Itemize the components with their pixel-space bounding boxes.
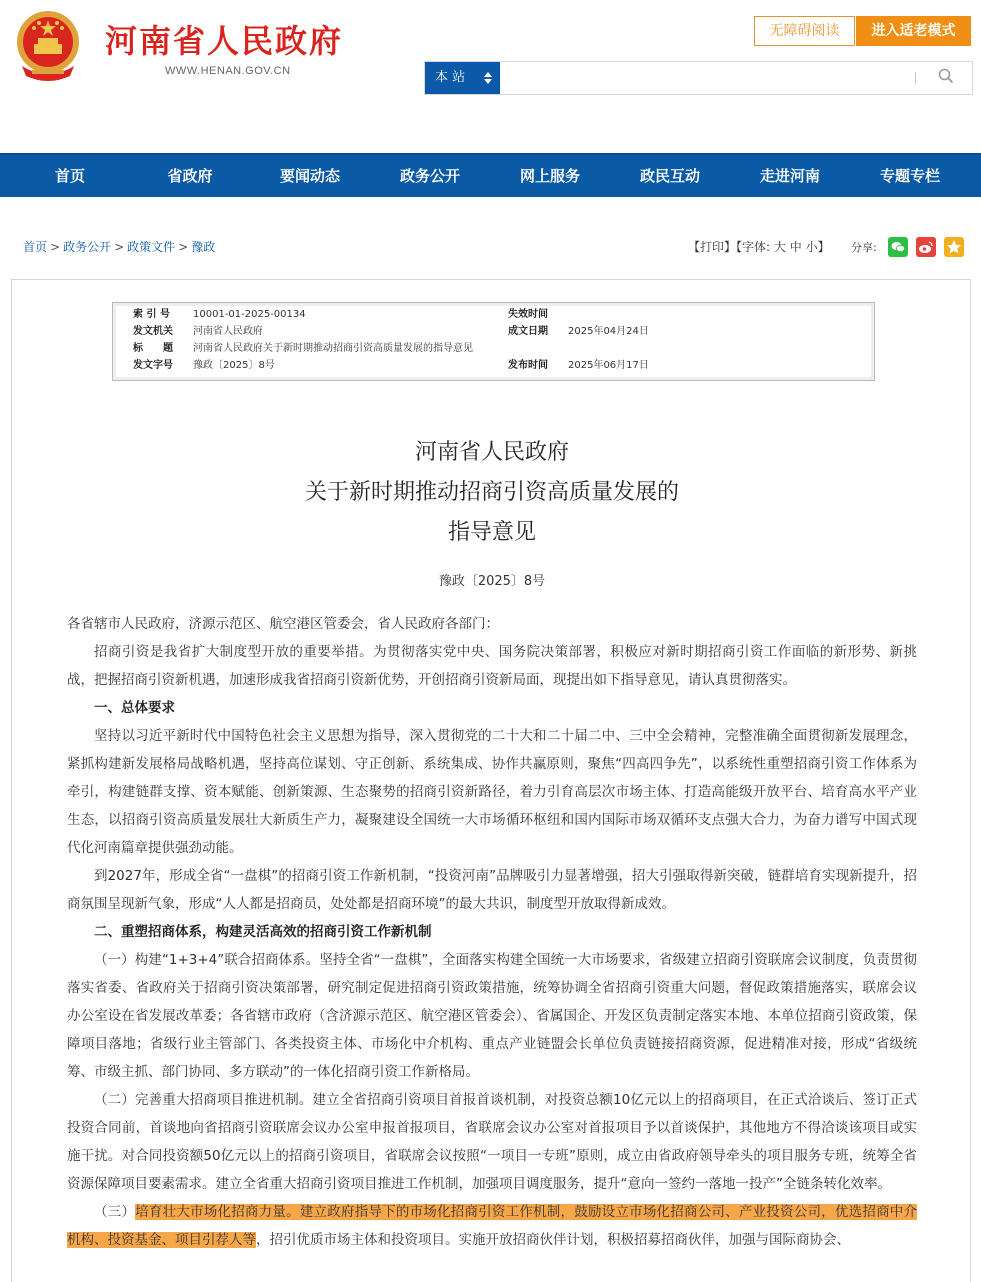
- wechat-share-icon[interactable]: [888, 237, 908, 257]
- paragraph: 招商引资是我省扩大制度型开放的重要举措。为贯彻落实党中央、国务院决策部署，积极应对新时期招商引资工作面临的新形势、新挑战，把握招商引资新机遇，加速形成我省招商引资新优势，开创招商引资新局面，现提出如下指导意见，请认真贯彻落实。: [67, 644, 917, 688]
- font-medium-button[interactable]: 中: [789, 240, 802, 254]
- meta-index-label: 索 引 号: [133, 309, 170, 320]
- share-label: 分享:: [851, 241, 877, 254]
- font-small-button[interactable]: 小: [805, 240, 818, 254]
- search-scope-select[interactable]: [425, 62, 500, 94]
- main-nav: [0, 153, 981, 197]
- section-heading: 一、总体要求: [94, 700, 175, 716]
- breadcrumb-sep: >: [114, 240, 125, 254]
- meta-index-value: 10001-01-2025-00134: [193, 309, 306, 320]
- breadcrumb-yuzheng[interactable]: 豫政: [191, 240, 216, 254]
- breadcrumb-policy-docs[interactable]: 政策文件: [127, 240, 176, 254]
- paragraph-rest: ，招引优质市场主体和投资项目。实施开放招商伙伴计划，积极招募招商伙伴，加强与国际商协会、: [256, 1232, 850, 1248]
- meta-issuer-label: 发文机关: [133, 326, 173, 337]
- document-number: 豫政〔2025〕8号: [438, 574, 546, 589]
- qzone-share-icon[interactable]: [944, 237, 964, 257]
- meta-row: [113, 306, 874, 323]
- meta-title-label: 标 题: [133, 343, 173, 354]
- nav-item-provincial-gov[interactable]: 省政府: [167, 167, 213, 185]
- paragraph: （二）完善重大招商项目推进机制。建立全省招商引资项目首报首谈机制，对投资总额10亿元以上的招商项目，在正式洽谈后、签订正式投资合同前，首谈地向省招商引资联席会议办公室申报首报项目，省联席会议办公室对首报项目予以首谈保护，其他地方不得洽谈该项目或实施干扰。对合同投资额50亿元以上的招商引资项目，省联席会议按照“一项目一专班”原则，成立由省政府领导牵头的项目服务专班，统筹全省资源保障项目要素需求。建立全省重大招商引资项目推进工作机制，加强项目调度服务，提升“意向一签约一落地一投产”全链条转化效率。: [67, 1092, 917, 1192]
- breadcrumb-sep: >: [50, 240, 61, 254]
- accessibility-reading-button[interactable]: 无障碍阅读: [754, 16, 855, 46]
- nav-item-online-services[interactable]: 网上服务: [519, 167, 580, 185]
- site-title[interactable]: 河南省人民政府: [105, 22, 344, 60]
- search-divider: [915, 72, 916, 84]
- meta-expire-label: 失效时间: [508, 309, 548, 320]
- search-scope-label: 本 站: [435, 70, 466, 85]
- meta-publish-label: 发布时间: [508, 360, 548, 371]
- print-button[interactable]: 【打印】: [688, 240, 737, 254]
- search-input[interactable]: [500, 62, 920, 94]
- document-title-line-3: 指导意见: [447, 520, 536, 545]
- national-emblem-icon[interactable]: [12, 8, 84, 84]
- document-meta-table: [112, 302, 875, 381]
- nav-item-gov-affairs[interactable]: 政务公开: [399, 167, 460, 185]
- site-header: [0, 0, 981, 153]
- search-bar: [424, 61, 973, 95]
- meta-row: [113, 323, 874, 340]
- breadcrumb: [23, 238, 215, 255]
- meta-issuer-value: 河南省人民政府: [193, 326, 263, 337]
- site-url: WWW.HENAN.GOV.CN: [165, 65, 291, 77]
- nav-item-news[interactable]: 要闻动态: [279, 167, 340, 185]
- paragraph-prefix: （三）: [94, 1204, 136, 1220]
- salutation: 各省辖市人民政府，济源示范区、航空港区管委会，省人民政府各部门：: [67, 616, 499, 632]
- paragraph: [67, 1198, 917, 1254]
- font-size-suffix: 】: [817, 240, 830, 254]
- article-container: [11, 279, 971, 1282]
- breadcrumb-sep: >: [178, 240, 189, 254]
- search-button[interactable]: [920, 62, 972, 94]
- meta-date-label: 成文日期: [508, 326, 548, 337]
- breadcrumb-gov-affairs[interactable]: 政务公开: [63, 240, 112, 254]
- document-title-line-1: 河南省人民政府: [414, 440, 569, 465]
- nav-item-special-topics[interactable]: 专题专栏: [879, 167, 940, 185]
- paragraph: 到2027年，形成全省“一盘棋”的招商引资工作新机制，“投资河南”品牌吸引力显著增强，招大引强取得新突破，链群培育实现新提升，招商氛围呈现新气象，形成“人人都是招商员，处处都是招商环境”的最大共识，制度型开放取得新成效。: [67, 868, 917, 912]
- meta-title-value: 河南省人民政府关于新时期推动招商引资高质量发展的指导意见: [193, 343, 473, 354]
- meta-docno-label: 发文字号: [133, 360, 173, 371]
- meta-date-value: 2025年04月24日: [568, 326, 649, 337]
- paragraph: 坚持以习近平新时代中国特色社会主义思想为指导，深入贯彻党的二十大和二十届二中、三中全会精神，完整准确全面贯彻新发展理念，紧抓构建新发展格局战略机遇，坚持高位谋划、守正创新、系统集成、协作共赢原则，聚焦“四高四争先”，以系统性重塑招商引资工作体系为牵引，构建链群支撑、资本赋能、创新策源、生态聚势的招商引资新路径，着力引育高层次市场主体、打造高能级开放平台、培育高水平产业生态，以招商引资高质量发展壮大新质生产力，凝聚建设全国统一大市场循环枢纽和国内国际市场双循环支点强大合力，为奋力谱写中国式现代化河南篇章提供强劲动能。: [67, 728, 917, 856]
- highlighted-text: 培育壮大市场化招商力量。建立政府指导下的市场化招商引资工作机制，鼓励设立市场化招商公司、产业投资公司，优选招商中介机构、投资基金、项目引荐人等: [67, 1204, 918, 1248]
- breadcrumb-bar: [0, 227, 981, 265]
- document-title-line-2: 关于新时期推动招商引资高质量发展的: [304, 480, 679, 505]
- up-down-arrows-icon: [484, 62, 492, 94]
- font-size-prefix: 【字体:: [736, 240, 771, 254]
- meta-row: [113, 340, 874, 357]
- meta-row: [113, 357, 874, 374]
- search-icon: [938, 68, 954, 88]
- paragraph: （一）构建“1+3+4”联合招商体系。坚持全省“一盘棋”，全面落实构建全国统一大市场要求，省级建立招商引资联席会议制度，负责贯彻落实省委、省政府关于招商引资决策部署，研究制定促进招商引资政策措施，统筹协调全省招商引资重大问题，督促政策措施落实，联席会议办公室设在省发展改革委；各省辖市政府（含济源示范区、航空港区管委会）、省属国企、开发区负责制定落实本地、本单位招商引资政策，保障项目落地；省级行业主管部门、各类投资主体、市场化中介机构、重点产业链盟会长单位负责链接招商资源，促进精准对接，形成“省级统筹、市级主抓、部门协同、多方联动”的一体化招商引资工作新格局。: [67, 952, 917, 1080]
- page-tools: [688, 238, 830, 255]
- meta-docno-value: 豫政〔2025〕8号: [193, 360, 275, 371]
- elder-mode-button[interactable]: 进入适老模式: [856, 16, 971, 46]
- section-heading: 二、重塑招商体系，构建灵活高效的招商引资工作新机制: [94, 924, 432, 940]
- nav-item-home[interactable]: 首页: [54, 167, 85, 185]
- nav-item-about-henan[interactable]: 走进河南: [759, 167, 820, 185]
- document-body: [67, 610, 917, 1254]
- weibo-share-icon[interactable]: [916, 237, 936, 257]
- nav-item-interaction[interactable]: 政民互动: [639, 167, 700, 185]
- meta-publish-value: 2025年06月17日: [568, 360, 649, 371]
- breadcrumb-home[interactable]: 首页: [23, 240, 48, 254]
- font-large-button[interactable]: 大: [773, 240, 786, 254]
